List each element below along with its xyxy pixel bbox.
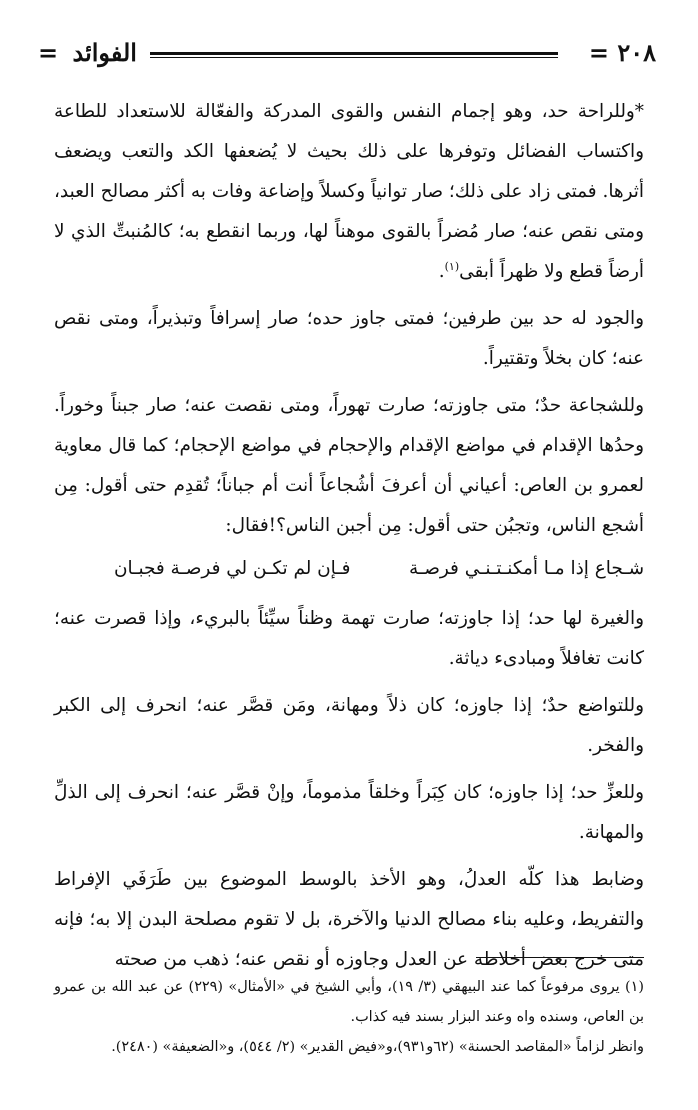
poem-verse [114,549,644,589]
paragraph-generosity: والجود له حد بين طرفين؛ فمتى جاوز حده؛ صار إسرافاً وتبذيراً، ومتى نقص عنه؛ كان بخلاً وتقتيراً. [54,308,644,369]
paragraph-jealousy: والغيرة لها حد؛ إذا جاوزته؛ صارت تهمة وظناً سيِّئاً بالبريء، وإذا قصرت عنه؛ كانت تغافلاً ومبادىء دياثة. [54,608,644,669]
book-title [38,36,137,70]
paragraph-rest-text: *وللراحة حد، وهو إجمام النفس والقوى المدركة والفعّالة للاستعداد للطاعة واكتساب الفضائل وتوفرها على ذلك بحيث لا يُضعفها الكد والتعب ويضعف أثرها. فمتى زاد على ذلك؛ صار توانياً وكسلاً وإضاعة وفات به أكثر مصالح العبد، ومتى نقص عنه؛ صار مُضراً بالقوى موهناً لها، وربما انقطع به؛ كالمُنبتِّ الذي لا أرضاً قطع ولا ظهراً أبقى [54,101,644,282]
footnote-1-continued: وانظر لزاماً «المقاصد الحسنة» (٦٢و٩٣١)،و«فيض القدير» (٢/ ٥٤٤)، و«الضعيفة» (٢٤٨٠). [111,1039,644,1055]
verse-first-hemistich: شـجاع إذا مـا أمكنـتـنـي فرصـة [409,558,644,579]
header-rule [150,52,558,58]
paragraph-justice: وضابط هذا كلّه العدلُ، وهو الأخذ بالوسط الموضوع بين طَرَفَي الإفراط والتفريط، وعليه بناء مصالح الدنيا والآخرة، بل لا تقوم مصلحة البدن إلا به؛ فإنه متى خرج بعض أخلاطه عن العدل وجاوزه أو نقص عنه؛ ذهب من صحته [54,869,644,970]
paragraph-humility: وللتواضع حدٌ؛ إذا جاوزه؛ كان ذلاً ومهانة، ومَن قصَّر عنه؛ انحرف إلى الكبر والفخر. [54,695,644,756]
verse-second-hemistich: فـإن لم تكـن لي فرصـة فجبـان [114,558,351,579]
main-text [54,92,644,987]
page-number [583,36,656,70]
header-dash-right: = [588,38,609,67]
paragraph-courage: وللشجاعة حدٌ؛ متى جاوزته؛ صارت تهوراً، ومتى نقصت عنه؛ صار جبناً وخوراً. وحدُها الإقدام في مواضع الإقدام والإحجام في مواضع الإحجام؛ كما قال معاوية لعمرو بن العاص: أعياني أن أعرفَ أشُجاعاً أنت أم جباناً؛ تُقدِم حتى أقول: مِن أشجع الناس، وتجبُن حتى أقول: مِن أجبن الناس؟!فقال: [54,395,644,536]
running-header [38,36,656,72]
paragraph-honor: وللعزِّ حد؛ إذا جاوزه؛ كان كِبَراً وخلقاً مذموماً، وإنْ قصَّر عنه؛ انحرف إلى الذلِّ والمهانة. [54,782,644,843]
footnotes [54,972,644,1062]
paragraph-rest [54,92,644,292]
footnote-separator [476,957,644,958]
paragraph-rest-end: . [438,261,445,282]
header-dash-left: = [38,38,59,67]
page-number-text: ٢٠٨ [617,38,656,67]
footnote-1: (١) يروى مرفوعاً كما عند البيهقي (٣/ ١٩)، وأبي الشيخ في «الأمثال» (٢٢٩) عن عبد الله بن عمرو بن العاص، وسنده واه وعند البزار بسند فيه كذاب. [54,979,644,1025]
book-title-text: الفوائد [72,38,137,67]
footnote-ref-1: (١) [444,259,460,273]
